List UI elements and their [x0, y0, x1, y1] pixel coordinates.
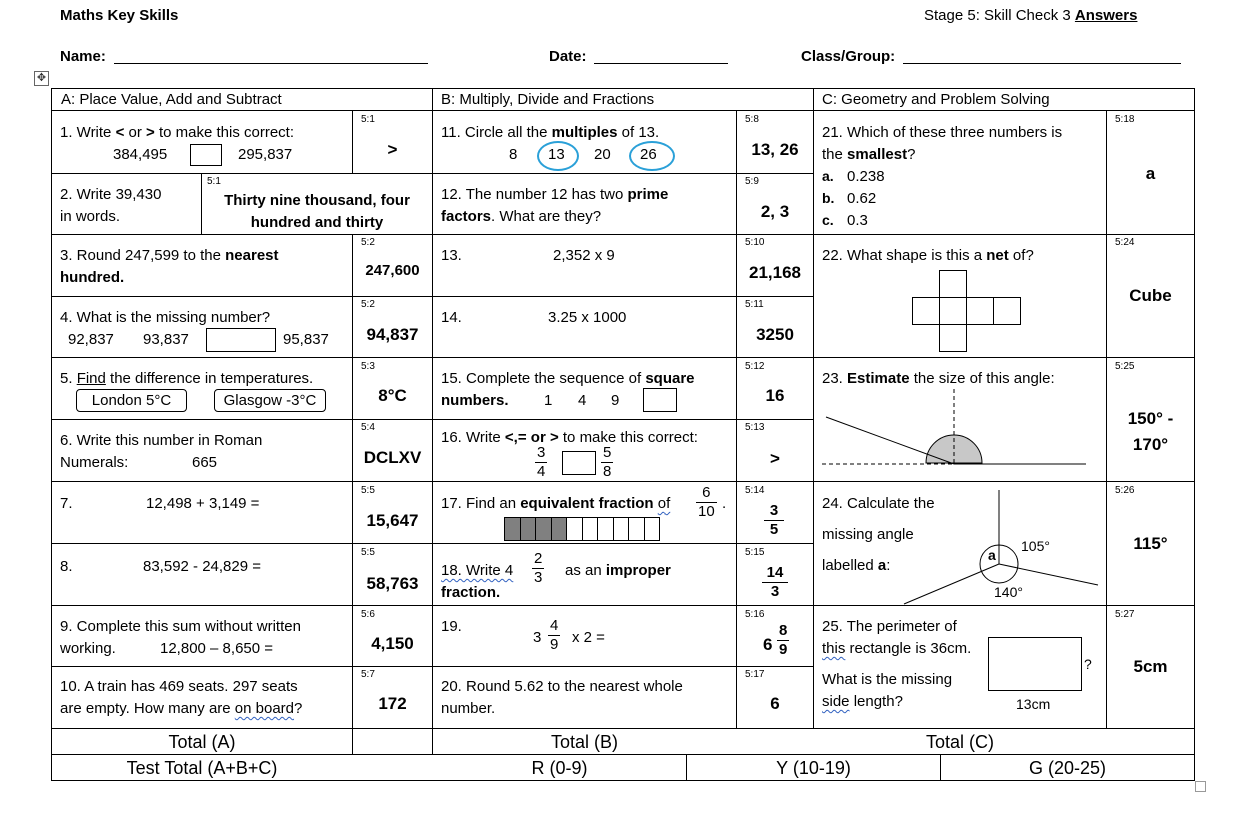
q2-answer-line1: Thirty nine thousand, four — [224, 192, 410, 209]
q21-option-c-value: 0.3 — [847, 212, 868, 229]
q4-n3: 95,837 — [283, 331, 329, 348]
q24-angle-a-label: a — [988, 547, 996, 563]
q10-answer: 172 — [378, 694, 407, 713]
q13-label: 13. — [441, 247, 462, 264]
name-field-line[interactable] — [114, 63, 428, 64]
q4-n2: 93,837 — [143, 331, 189, 348]
q9-sum: 12,800 – 8,650 = — [160, 640, 274, 657]
q14-label: 14. — [441, 309, 462, 326]
q15-seq-2: 4 — [578, 392, 587, 409]
q25-text-line3: What is the missing — [822, 671, 953, 688]
q3-text-line2: hundred. — [60, 269, 125, 286]
total-c-label: Total (C) — [925, 732, 994, 752]
q24-text-line2: missing angle — [822, 526, 914, 543]
q22-text: 22. What shape is this a net of? — [822, 247, 1034, 264]
q18-fraction: $\frac{2}{3}$ — [534, 550, 543, 586]
class-field-line[interactable] — [903, 63, 1181, 64]
answers-label: Answers — [1074, 7, 1138, 24]
q4-n1: 92,837 — [68, 331, 114, 348]
q25-text-line2: this rectangle is 36cm. — [822, 640, 972, 657]
stage-title-text: Stage 5: Skill Check 3 — [924, 7, 1071, 24]
q25-width-label: 13cm — [1016, 696, 1051, 712]
q14-expression: 3.25 x 1000 — [548, 309, 627, 326]
q11-num-3: 20 — [594, 146, 611, 163]
q9-text-line2: working. — [60, 640, 116, 657]
q17-fraction-bar — [504, 517, 660, 541]
q19-code: 5:16 — [745, 609, 765, 620]
q13-code: 5:10 — [745, 237, 765, 248]
page-title: Maths Key Skills — [60, 7, 179, 24]
q21-option-b-label: b. — [822, 190, 835, 206]
q21-option-a-label: a. — [822, 168, 834, 184]
fraction-bar-cell — [536, 518, 552, 540]
fraction-bar-cell — [567, 518, 583, 540]
total-b-label: Total (B) — [550, 732, 619, 752]
q22-answer: Cube — [1129, 286, 1172, 305]
q12-answer: 2, 3 — [760, 202, 790, 221]
q24-angle-140: 140° — [994, 584, 1023, 600]
q21-option-a-value: 0.238 — [847, 168, 885, 185]
q14-answer: 3250 — [756, 325, 794, 344]
date-label: Date: — [549, 48, 587, 65]
q3-code: 5:2 — [361, 237, 375, 248]
q15-text-line2: numbers. — [441, 392, 509, 409]
q23-answer-line2: 170° — [1132, 435, 1169, 454]
q11-text: 11. Circle all the multiples of 13. — [441, 124, 660, 141]
q25-missing-side-label: ? — [1084, 656, 1092, 672]
q18-text-line1: 18. Write 4 — [441, 562, 514, 579]
q23-angle-diagram — [820, 385, 1092, 475]
q4-answer-box[interactable] — [206, 328, 276, 352]
q12-text-line2: factors. What are they? — [441, 208, 602, 225]
table-resize-handle-icon[interactable] — [1195, 781, 1206, 792]
q17-dot: . — [722, 495, 727, 512]
q17-text: 17. Find an equivalent fraction of — [441, 495, 671, 512]
fraction-bar-cell — [614, 518, 630, 540]
section-b-header: B: Multiply, Divide and Fractions — [441, 91, 655, 108]
q16-fraction-right: $\frac{5}{8}$ — [603, 444, 612, 480]
q3-answer: 247,600 — [365, 262, 420, 279]
q15-seq-1: 1 — [544, 392, 553, 409]
q24-text-line3: labelled a: — [822, 557, 891, 574]
q11-num-1: 8 — [509, 146, 518, 163]
table-move-handle-icon[interactable]: ✥ — [34, 71, 49, 86]
fraction-bar-cell — [583, 518, 599, 540]
q1-text: 1. Write < or > to make this correct: — [60, 124, 295, 141]
q6-number: 665 — [192, 454, 218, 471]
q18-code: 5:15 — [745, 547, 765, 558]
band-red-label: R (0-9) — [531, 758, 588, 778]
q16-answer-box[interactable] — [562, 451, 596, 475]
q15-answer-box[interactable] — [643, 388, 677, 412]
q7-sum: 12,498 + 3,149 = — [146, 495, 260, 512]
q19-label: 19. — [441, 618, 462, 635]
fraction-bar-cell — [645, 518, 660, 540]
q15-code: 5:12 — [745, 361, 765, 372]
fraction-bar-cell — [505, 518, 521, 540]
q25-text-line1: 25. The perimeter of — [822, 618, 957, 635]
q17-answer: $\frac{3}{5}$ — [764, 502, 784, 539]
q5-text: 5. Find the difference in temperatures. — [60, 370, 314, 387]
q20-text-line1: 20. Round 5.62 to the nearest whole — [441, 678, 683, 695]
fraction-bar-cell — [598, 518, 614, 540]
q13-expression: 2,352 x 9 — [553, 247, 615, 264]
q7-label: 7. — [60, 495, 73, 512]
q25-code: 5:27 — [1115, 609, 1135, 620]
q8-code: 5:5 — [361, 547, 375, 558]
q3-text: 3. Round 247,599 to the nearest — [60, 247, 279, 264]
q19-rest: x 2 = — [572, 629, 605, 646]
q10-text-line2: are empty. How many are on board? — [60, 700, 303, 717]
q17-fraction: $\frac{6}{10}$ — [698, 484, 715, 520]
q22-code: 5:24 — [1115, 237, 1135, 248]
q1-answer: > — [387, 140, 398, 159]
q5-answer: 8°C — [378, 386, 407, 405]
q21-option-c-label: c. — [822, 212, 834, 228]
q16-fraction-left: $\frac{3}{4}$ — [537, 444, 546, 480]
q21-text-line2: the smallest? — [822, 146, 916, 163]
q16-code: 5:13 — [745, 422, 765, 433]
q1-code: 5:1 — [361, 114, 375, 125]
q24-text-line1: 24. Calculate the — [822, 495, 935, 512]
q16-text: 16. Write <,= or > to make this correct: — [441, 429, 698, 446]
q18-text-line2: fraction. — [441, 584, 501, 601]
q2-code: 5:1 — [207, 176, 221, 187]
q12-text-line1: 12. The number 12 has two prime — [441, 186, 669, 203]
q21-text-line1: 21. Which of these three numbers is — [822, 124, 1063, 141]
fraction-bar-cell — [629, 518, 645, 540]
q21-answer: a — [1145, 164, 1156, 183]
q23-answer-line1: 150° - — [1127, 409, 1174, 428]
q5-glasgow-box: Glasgow -3°C — [214, 389, 326, 412]
q11-answer: 13, 26 — [751, 140, 799, 159]
q19-answer-whole: 6 — [763, 635, 773, 654]
cube-net-diagram — [910, 268, 1024, 354]
q5-code: 5:3 — [361, 361, 375, 372]
q19-fraction: $\frac{4}{9}$ — [550, 617, 559, 653]
q24-angle-105: 105° — [1021, 538, 1050, 554]
q4-code: 5:2 — [361, 299, 375, 310]
q25-rectangle — [988, 637, 1082, 691]
section-c-header: C: Geometry and Problem Solving — [822, 91, 1050, 108]
q24-code: 5:26 — [1115, 485, 1135, 496]
q8-label: 8. — [60, 558, 73, 575]
q13-answer: 21,168 — [749, 263, 801, 282]
q10-code: 5:7 — [361, 669, 375, 680]
q14-code: 5:11 — [745, 299, 764, 310]
q6-text-line1: 6. Write this number in Roman — [60, 432, 263, 449]
q23-code: 5:25 — [1115, 361, 1135, 372]
q2-text-line2: in words. — [60, 208, 121, 225]
q1-left-number: 384,495 — [113, 146, 168, 163]
q9-answer: 4,150 — [371, 634, 414, 653]
q4-text: 4. What is the missing number? — [60, 309, 271, 326]
q23-text: 23. Estimate the size of this angle: — [822, 370, 1055, 387]
q6-answer: DCLXV — [363, 448, 422, 467]
test-total-label: Test Total (A+B+C) — [126, 758, 278, 778]
q19-answer-fraction: $\frac{8}{9}$ — [779, 622, 788, 658]
q2-text-line1: 2. Write 39,430 — [60, 186, 162, 203]
band-green-label: G (20-25) — [1028, 758, 1107, 778]
q20-code: 5:17 — [745, 669, 765, 680]
q9-text-line1: 9. Complete this sum without written — [60, 618, 301, 635]
q11-num-2: 13 — [548, 146, 565, 163]
q12-code: 5:9 — [745, 176, 759, 187]
q25-answer: 5cm — [1133, 657, 1168, 676]
q1-answer-box[interactable] — [190, 144, 222, 166]
q17-code: 5:14 — [745, 485, 765, 496]
q9-code: 5:6 — [361, 609, 375, 620]
date-field-line[interactable] — [594, 63, 728, 64]
q2-answer-line2: hundred and thirty — [250, 214, 384, 231]
q11-num-4: 26 — [640, 146, 657, 163]
q4-answer: 94,837 — [366, 325, 419, 344]
q19-whole: 3 — [533, 629, 542, 646]
q20-answer: 6 — [770, 694, 780, 713]
q6-code: 5:4 — [361, 422, 375, 433]
q15-text-line1: 15. Complete the sequence of square — [441, 370, 695, 387]
q1-right-number: 295,837 — [238, 146, 293, 163]
section-a-header: A: Place Value, Add and Subtract — [61, 91, 282, 108]
total-a-label: Total (A) — [168, 732, 236, 752]
q18-answer: $\frac{14}{3}$ — [762, 564, 788, 601]
q18-text-mid: as an improper — [565, 562, 671, 579]
fraction-bar-cell — [521, 518, 537, 540]
q21-option-b-value: 0.62 — [847, 190, 877, 207]
stage-title — [924, 7, 1137, 24]
q8-sum: 83,592 - 24,829 = — [143, 558, 262, 575]
name-label: Name: — [60, 48, 106, 65]
q10-text-line1: 10. A train has 469 seats. 297 seats — [60, 678, 298, 695]
band-yellow-label: Y (10-19) — [776, 758, 851, 778]
q24-answer: 115° — [1133, 534, 1168, 553]
q5-london-box: London 5°C — [76, 389, 187, 412]
q7-code: 5:5 — [361, 485, 375, 496]
q15-seq-3: 9 — [611, 392, 620, 409]
q11-code: 5:8 — [745, 114, 759, 125]
q15-answer: 16 — [765, 386, 785, 405]
class-label: Class/Group: — [801, 48, 896, 65]
q6-text-line2: Numerals: — [60, 454, 129, 471]
q16-answer: > — [770, 449, 780, 468]
q21-code: 5:18 — [1115, 114, 1135, 125]
q20-text-line2: number. — [441, 700, 496, 717]
q8-answer: 58,763 — [366, 574, 419, 593]
q7-answer: 15,647 — [366, 511, 419, 530]
q25-text-line4: side length? — [822, 693, 903, 710]
fraction-bar-cell — [552, 518, 568, 540]
